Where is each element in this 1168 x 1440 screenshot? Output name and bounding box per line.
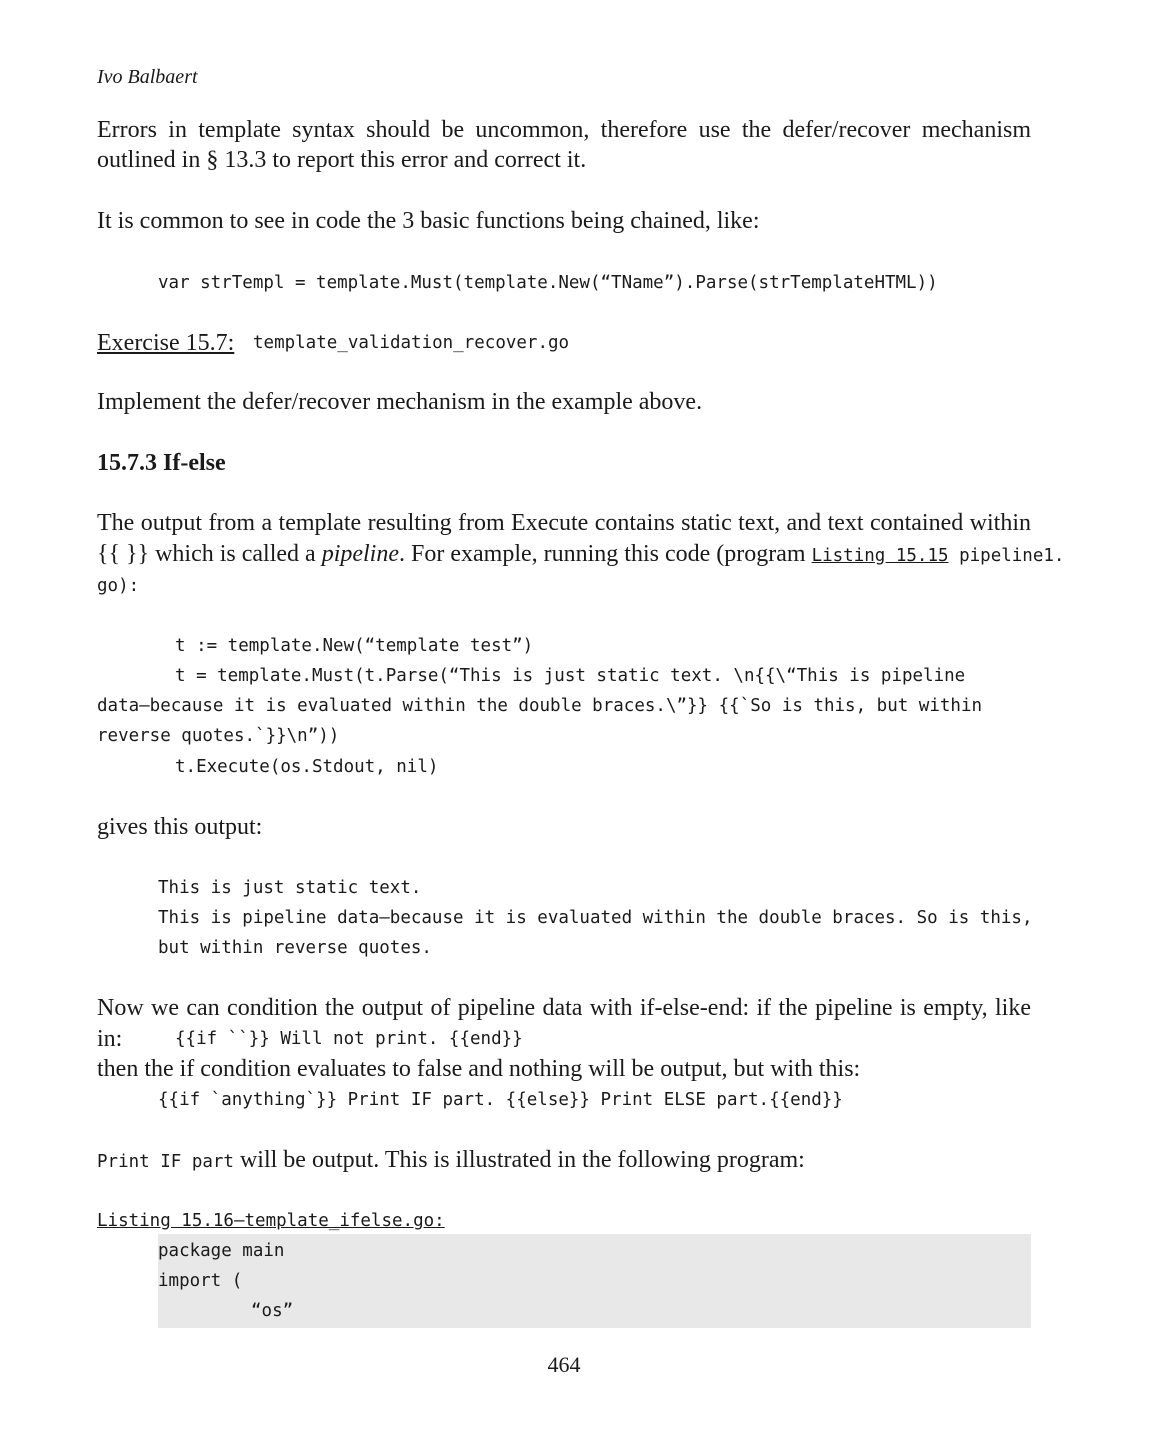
output-line1: This is just static text. [158, 878, 422, 898]
para-errors-line2: outlined in § 13.3 to report this error and correct it. [97, 147, 587, 173]
listing-title: Listing 15.16—template_ifelse.go: [97, 1211, 445, 1231]
code2-line4: reverse quotes.`}}\n”)) [97, 726, 340, 746]
output-line2: This is pipeline data—because it is evaluated within the double braces. So is this, [158, 908, 1033, 928]
para-gives-output: gives this output: [97, 814, 263, 840]
code2-line2: t = template.Must(t.Parse(“This is just static text. \n{{\“This is pipeline [175, 666, 966, 686]
listing-line2: import ( [158, 1271, 243, 1291]
code-if-anything: {{if `anything`}} Print IF part. {{else}} Print ELSE part.{{end}} [158, 1090, 843, 1110]
exercise-label: Exercise 15.7: [97, 330, 235, 356]
code2-line5: t.Execute(os.Stdout, nil) [175, 757, 439, 777]
listing-15-15-link[interactable]: Listing 15.15 [811, 546, 949, 566]
pipeline-file: pipeline1. [948, 546, 1065, 566]
code-if-empty: {{if ``}} Will not print. {{end}} [175, 1029, 523, 1049]
running-header-author: Ivo Balbaert [97, 66, 198, 88]
para-print-if [97, 1145, 805, 1177]
listing-line3: “os” [251, 1301, 294, 1321]
para-errors-line1: Errors in template syntax should be uncommon, therefore use the defer/recover mechanism [97, 117, 1031, 143]
pipeline-term: pipeline [321, 541, 399, 567]
para-pipeline-line3: go): [97, 576, 140, 596]
page-number: 464 [547, 1352, 581, 1377]
para-pipeline-line1: The output from a template resulting from Execute contains static text, and text contained within [97, 510, 1031, 536]
para-chained: It is common to see in code the 3 basic functions being chained, like: [97, 208, 760, 234]
para-pipeline-text-b: . For example, running this code (program [399, 541, 812, 567]
exercise-file: template_validation_recover.go [253, 333, 570, 353]
code2-line1: t := template.New(“template test”) [175, 636, 534, 656]
para-pipeline-line2 [97, 539, 1065, 571]
print-if-code: Print IF part [97, 1152, 234, 1172]
code2-line3: data—because it is evaluated within the double braces.\”}} {{`So is this, but within [97, 696, 983, 716]
para-pipeline-text-a: {{ }} which is called a [97, 541, 322, 567]
section-heading: 15.7.3 If-else [97, 450, 226, 476]
listing-line1: package main [158, 1241, 285, 1261]
para-ifelse-line3: then the if condition evaluates to false and nothing will be output, but with this: [97, 1056, 861, 1082]
para-ifelse-in: in: [97, 1026, 123, 1052]
code-chained-example: var strTempl = template.Must(template.New(“TName”).Parse(strTemplateHTML)) [158, 273, 938, 293]
print-if-text: will be output. This is illustrated in the following program: [233, 1147, 805, 1173]
para-implement: Implement the defer/recover mechanism in the example above. [97, 389, 703, 415]
output-line3: but within reverse quotes. [158, 938, 432, 958]
para-ifelse-line1: Now we can condition the output of pipeline data with if-else-end: if the pipeline is empty, like [97, 995, 1031, 1021]
